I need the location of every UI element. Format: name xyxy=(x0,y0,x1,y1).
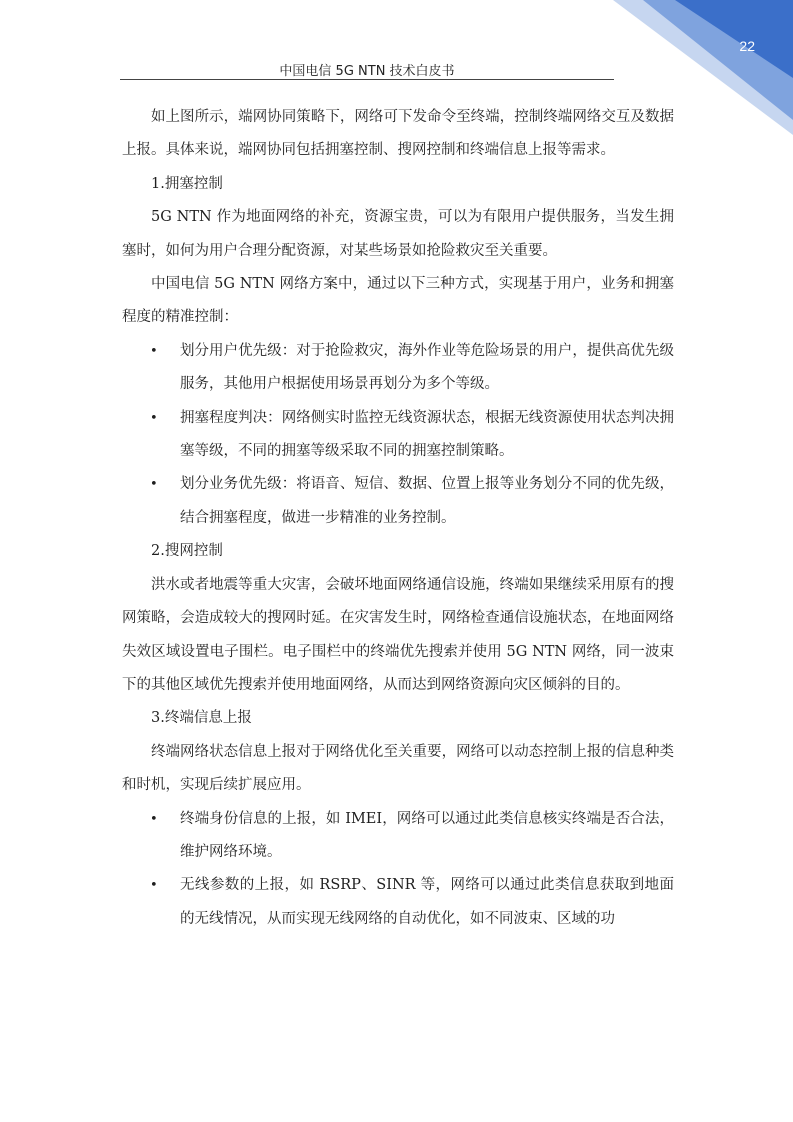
page-number: 22 xyxy=(739,38,755,54)
bullet-dot: • xyxy=(150,343,158,359)
bullet-item xyxy=(122,869,674,936)
bullet-item xyxy=(122,468,674,535)
section-heading-terminal-report: 3.终端信息上报 xyxy=(151,710,252,727)
header-rule xyxy=(120,79,614,80)
running-header: 中国电信 5G NTN 技术白皮书 xyxy=(279,64,455,79)
bullet-dot: • xyxy=(150,410,158,426)
bullet-item xyxy=(122,803,674,870)
bullet-text: 划分用户优先级：对于抢险救灾，海外作业等危险场景的用户，提供高优先级服务，其他用户根据使用场景再划分为多个等级。 xyxy=(180,342,674,393)
bullet-item xyxy=(122,335,674,402)
bullet-text: 终端身份信息的上报，如 IMEI，网络可以通过此类信息核实终端是否合法，维护网络环境。 xyxy=(180,810,674,860)
bullet-text: 拥塞程度判决：网络侧实时监控无线资源状态，根据无线资源使用状态判决拥塞等级，不同的拥塞等级采取不同的拥塞控制策略。 xyxy=(180,409,674,460)
paragraph-congestion-methods: 中国电信 5G NTN 网络方案中，通过以下三种方式，实现基于用户，业务和拥塞程度的精准控制： xyxy=(122,276,674,326)
bullet-text: 划分业务优先级：将语音、短信、数据、位置上报等业务划分不同的优先级，结合拥塞程度，做进一步精准的业务控制。 xyxy=(180,476,674,526)
paragraph-network-search: 洪水或者地震等重大灾害，会破坏地面网络通信设施，终端如果继续采用原有的搜网策略，会造成较大的搜网时延。在灾害发生时，网络检查通信设施状态，在地面网络失效区域设置电子围栏。电子围栏中的终端优先搜索并使用 5G NTN 网络，同一波束下的其他区域优先搜索并使用地面网络，从而达到网络资源向灾区倾斜的目的。 xyxy=(122,576,674,693)
bullet-item xyxy=(122,402,674,469)
paragraph-intro: 如上图所示，端网协同策略下，网络可下发命令至终端，控制终端网络交互及数据上报。具体来说，端网协同包括拥塞控制、搜网控制和终端信息上报等需求。 xyxy=(122,109,674,159)
section-heading-network-search: 2.搜网控制 xyxy=(151,543,223,560)
bullet-text: 无线参数的上报，如 RSRP、SINR 等，网络可以通过此类信息获取到地面的无线情况，从而实现无线网络的自动优化，如不同波束、区域的功 xyxy=(180,877,674,927)
bullet-dot: • xyxy=(150,477,158,493)
section-heading-congestion: 1.拥塞控制 xyxy=(151,175,223,192)
paragraph-terminal-report: 终端网络状态信息上报对于网络优化至关重要，网络可以动态控制上报的信息种类和时机，实现后续扩展应用。 xyxy=(122,743,674,794)
bullet-dot: • xyxy=(150,878,158,894)
bullet-dot: • xyxy=(150,811,158,827)
paragraph-congestion-background: 5G NTN 作为地面网络的补充，资源宝贵，可以为有限用户提供服务，当发生拥塞时，如何为用户合理分配资源，对某些场景如抢险救灾至关重要。 xyxy=(122,209,674,259)
body-content xyxy=(122,101,674,936)
